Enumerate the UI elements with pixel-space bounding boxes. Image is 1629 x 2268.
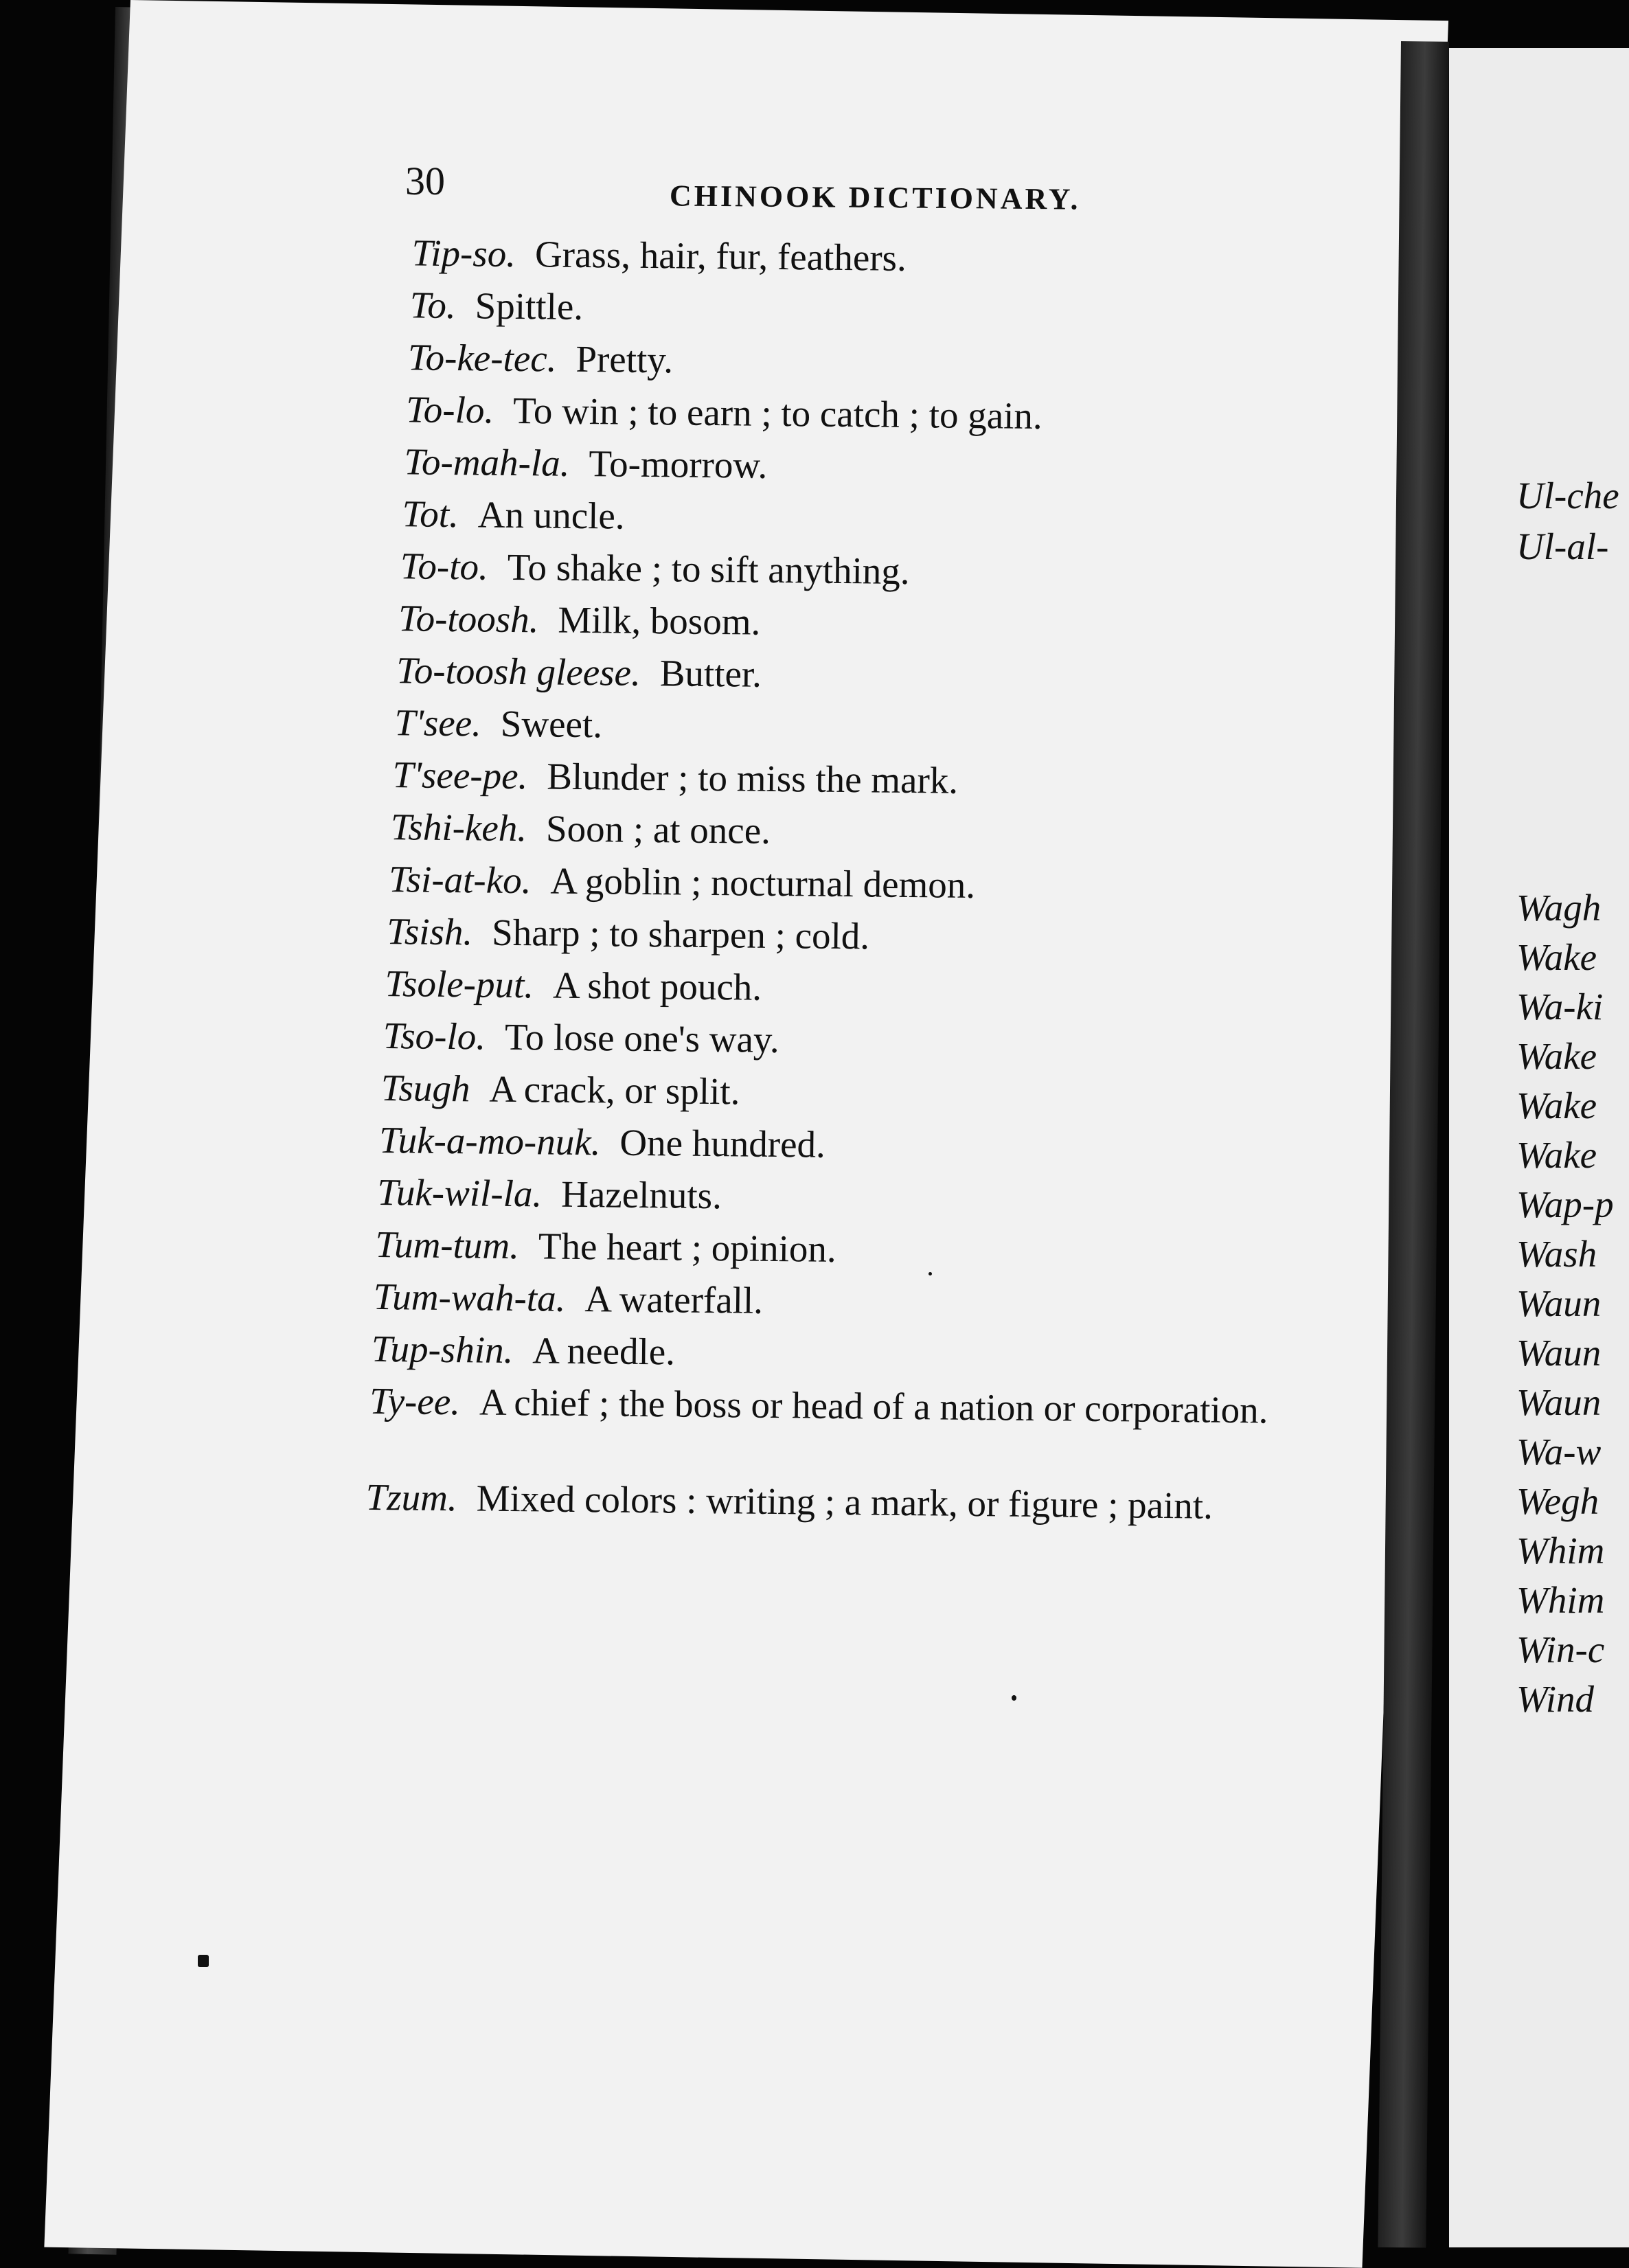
dictionary-entry bbox=[387, 909, 869, 959]
dictionary-entry bbox=[369, 1379, 1345, 1434]
entry-term: Tsole-put. bbox=[385, 962, 534, 1006]
dictionary-entry bbox=[398, 596, 761, 645]
right-page-fragment: Whim bbox=[1516, 1530, 1605, 1572]
ink-speck bbox=[929, 1272, 932, 1275]
dictionary-entry bbox=[377, 1170, 722, 1218]
entry-definition: One hundred. bbox=[619, 1121, 826, 1166]
dictionary-entry bbox=[404, 439, 767, 488]
running-head: CHINOOK DICTIONARY. bbox=[669, 179, 1081, 216]
right-page-fragment: Waun bbox=[1516, 1381, 1602, 1423]
entry-term: Tsish. bbox=[387, 910, 473, 953]
entry-term: T'see-pe. bbox=[392, 753, 528, 797]
dictionary-entry bbox=[411, 230, 907, 281]
dictionary-entry bbox=[375, 1222, 836, 1272]
dictionary-entry bbox=[379, 1118, 825, 1168]
entry-term: Tso-lo. bbox=[383, 1014, 486, 1058]
entry-term: To-mah-la. bbox=[404, 440, 570, 484]
entry-definition: A goblin ; nocturnal demon. bbox=[550, 859, 976, 907]
right-page-fragment: Wap-p bbox=[1516, 1183, 1614, 1225]
entry-definition: Spittle. bbox=[475, 284, 584, 328]
entry-term: Tup-shin. bbox=[371, 1327, 514, 1372]
entry-definition: Sweet. bbox=[500, 702, 603, 746]
entry-term: To-toosh. bbox=[398, 597, 539, 641]
entry-term: Tum-tum. bbox=[375, 1223, 520, 1267]
entry-definition: Blunder ; to miss the mark. bbox=[546, 755, 959, 802]
entry-term: To. bbox=[409, 284, 457, 327]
entry-definition: A shot pouch. bbox=[552, 964, 762, 1008]
dictionary-entry bbox=[372, 1326, 676, 1375]
dictionary-entry bbox=[396, 648, 762, 697]
entry-definition: To win ; to earn ; to catch ; to gain. bbox=[512, 389, 1043, 438]
right-page-fragment: Whim bbox=[1516, 1579, 1605, 1621]
right-page-fragment: Win-c bbox=[1516, 1629, 1605, 1670]
entry-term: Tsugh bbox=[380, 1067, 470, 1110]
right-page-fragment: Ul-al- bbox=[1516, 525, 1609, 567]
entry-definition: A waterfall. bbox=[584, 1278, 764, 1322]
dictionary-entry bbox=[410, 282, 584, 330]
right-page-fragment: Wake bbox=[1516, 1134, 1597, 1176]
right-page-fragment: Waun bbox=[1516, 1282, 1602, 1324]
dictionary-entry bbox=[402, 491, 625, 538]
dictionary-entry bbox=[373, 1274, 763, 1324]
dictionary-entry bbox=[385, 961, 762, 1010]
entry-term: To-to. bbox=[400, 545, 489, 588]
entry-term: Tuk-wil-la. bbox=[377, 1170, 543, 1215]
entry-definition: A crack, or split. bbox=[489, 1067, 740, 1113]
entry-definition: The heart ; opinion. bbox=[538, 1225, 836, 1270]
right-page-fragment: Wa-ki bbox=[1516, 986, 1604, 1028]
dictionary-entry bbox=[383, 1013, 779, 1063]
entry-definition: Milk, bosom. bbox=[558, 598, 761, 643]
dictionary-entry bbox=[406, 387, 1043, 439]
entry-term: Tsi-at-ko. bbox=[388, 858, 532, 902]
entry-term: Tip-so. bbox=[411, 231, 516, 275]
entry-term: To-toosh gleese. bbox=[396, 649, 641, 694]
dictionary-entry bbox=[394, 700, 602, 747]
entry-term: Tzum. bbox=[365, 1475, 458, 1519]
entry-definition: Butter. bbox=[659, 652, 762, 695]
entry-term: To-ke-tec. bbox=[407, 336, 557, 380]
entry-definition: Mixed colors : writing ; a mark, or figure ; paint. bbox=[476, 1477, 1214, 1527]
right-page-fragment: Wa-w bbox=[1516, 1431, 1602, 1473]
entry-definition: Hazelnuts. bbox=[560, 1172, 722, 1217]
entry-definition: To shake ; to sift anything. bbox=[507, 545, 910, 593]
entry-definition: Grass, hair, fur, feathers. bbox=[534, 233, 907, 279]
dictionary-entry bbox=[381, 1065, 740, 1114]
dictionary-entry bbox=[365, 1475, 1341, 1530]
entry-definition: To-morrow. bbox=[589, 442, 768, 486]
right-page-fragment: Wake bbox=[1516, 936, 1597, 978]
dictionary-entry bbox=[392, 752, 958, 804]
entry-definition: To lose one's way. bbox=[504, 1015, 779, 1061]
right-page-fragment: Ul-che bbox=[1516, 475, 1619, 517]
entry-term: Tum-wah-ta. bbox=[373, 1275, 566, 1319]
right-page-fragment: Wash bbox=[1516, 1233, 1597, 1275]
dictionary-entry bbox=[400, 543, 910, 594]
entry-definition: Sharp ; to sharpen ; cold. bbox=[491, 911, 870, 957]
right-page-fragment: Waun bbox=[1516, 1332, 1602, 1374]
right-page-fragment: Wake bbox=[1516, 1035, 1597, 1077]
entry-term: T'see. bbox=[394, 701, 482, 745]
entry-definition: A needle. bbox=[532, 1329, 676, 1373]
entry-term: Tot. bbox=[402, 492, 459, 536]
entry-definition: Soon ; at once. bbox=[545, 807, 771, 852]
ink-speck bbox=[198, 1955, 209, 1967]
entry-definition: An uncle. bbox=[477, 493, 625, 537]
right-page-fragment: Wagh bbox=[1516, 887, 1602, 929]
right-page-fragment: Wind bbox=[1516, 1678, 1595, 1720]
entry-term: To-lo. bbox=[406, 388, 494, 431]
right-page-fragment: Wake bbox=[1516, 1085, 1597, 1126]
page-number: 30 bbox=[405, 159, 445, 203]
entry-term: Tshi-keh. bbox=[390, 806, 527, 850]
entry-term: Tuk-a-mo-nuk. bbox=[378, 1118, 601, 1164]
entry-definition: Pretty. bbox=[576, 337, 674, 381]
dictionary-entry bbox=[408, 334, 674, 383]
ink-speck bbox=[1012, 1695, 1016, 1701]
right-page-fragment: Wegh bbox=[1516, 1480, 1599, 1522]
dictionary-entry bbox=[389, 857, 976, 908]
dictionary-entry bbox=[391, 804, 771, 854]
entry-term: Ty-ee. bbox=[369, 1379, 461, 1423]
entry-definition: A chief ; the boss or head of a nation or corporation. bbox=[479, 1381, 1268, 1431]
